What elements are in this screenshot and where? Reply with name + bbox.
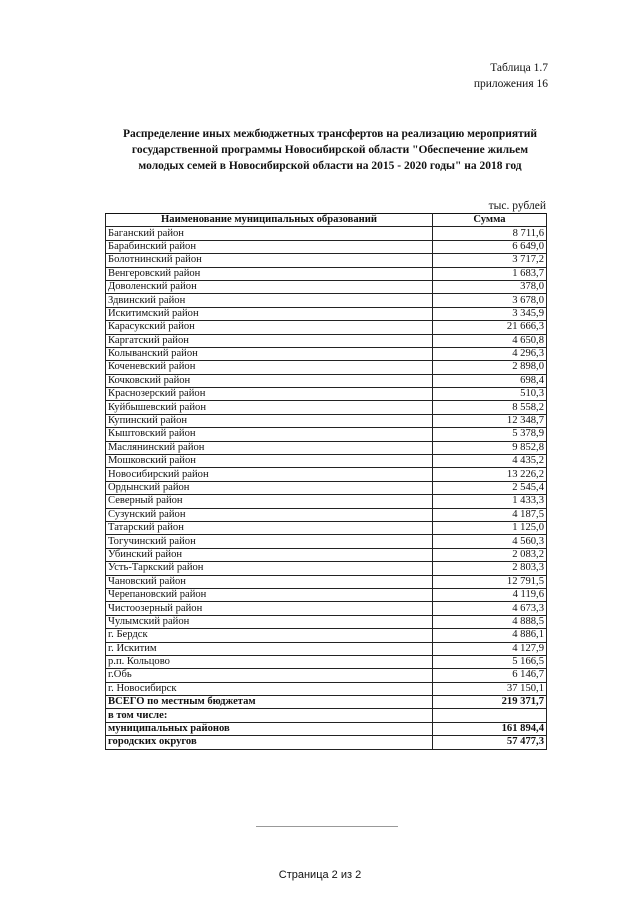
municipality-name: муниципальных районов xyxy=(106,722,433,735)
table-row xyxy=(106,455,547,468)
municipality-name: Мошковский район xyxy=(106,455,433,468)
table-row xyxy=(106,642,547,655)
amount-value: 4 435,2 xyxy=(433,455,547,468)
amount-value: 57 477,3 xyxy=(433,736,547,749)
amount-value: 219 371,7 xyxy=(433,696,547,709)
table-row xyxy=(106,535,547,548)
municipality-name: г.Обь xyxy=(106,669,433,682)
table-row xyxy=(106,481,547,494)
amount-value: 37 150,1 xyxy=(433,682,547,695)
municipality-name: Чулымский район xyxy=(106,615,433,628)
amount-value: 1 433,3 xyxy=(433,495,547,508)
amount-value: 13 226,2 xyxy=(433,468,547,481)
amount-value: 510,3 xyxy=(433,388,547,401)
transfers-table xyxy=(105,213,547,750)
page-number: Страница 2 из 2 xyxy=(278,869,362,881)
total-row xyxy=(106,722,547,735)
title-line-3: молодых семей в Новосибирской области на 2015 - 2020 годы" на 2018 год xyxy=(138,160,522,172)
table-row xyxy=(106,602,547,615)
municipality-name: Колыванский район xyxy=(106,347,433,360)
municipality-name: Черепановский район xyxy=(106,588,433,601)
amount-value: 2 898,0 xyxy=(433,361,547,374)
amount-value: 4 673,3 xyxy=(433,602,547,615)
table-row xyxy=(106,294,547,307)
table-row xyxy=(106,562,547,575)
table-row xyxy=(106,428,547,441)
municipality-name: ВСЕГО по местным бюджетам xyxy=(106,696,433,709)
amount-value: 4 187,5 xyxy=(433,508,547,521)
municipality-name: Маслянинский район xyxy=(106,441,433,454)
table-row xyxy=(106,374,547,387)
amount-value: 8 711,6 xyxy=(433,227,547,240)
table-row xyxy=(106,280,547,293)
table-row xyxy=(106,254,547,267)
municipality-name: Северный район xyxy=(106,495,433,508)
amount-value: 3 345,9 xyxy=(433,307,547,320)
amount-value: 4 650,8 xyxy=(433,334,547,347)
amount-value: 1 125,0 xyxy=(433,521,547,534)
table-row xyxy=(106,267,547,280)
table-row xyxy=(106,401,547,414)
table-body xyxy=(106,227,547,749)
amount-value: 4 560,3 xyxy=(433,535,547,548)
table-row xyxy=(106,682,547,695)
table-number: Таблица 1.7 xyxy=(490,62,548,74)
municipality-name: Краснозерский район xyxy=(106,388,433,401)
table-row xyxy=(106,361,547,374)
municipality-name: Новосибирский район xyxy=(106,468,433,481)
municipality-name: р.п. Кольцово xyxy=(106,655,433,668)
amount-value: 5 378,9 xyxy=(433,428,547,441)
document-title xyxy=(80,126,580,174)
amount-value: 9 852,8 xyxy=(433,441,547,454)
amount-value: 2 545,4 xyxy=(433,481,547,494)
amount-value: 4 888,5 xyxy=(433,615,547,628)
amount-value: 6 146,7 xyxy=(433,669,547,682)
table-row xyxy=(106,521,547,534)
municipality-name: городских округов xyxy=(106,736,433,749)
table-row xyxy=(106,321,547,334)
amount-value: 1 683,7 xyxy=(433,267,547,280)
title-line-2: государственной программы Новосибирской области "Обеспечение жильем xyxy=(131,144,529,156)
table-row xyxy=(106,669,547,682)
municipality-name: в том числе: xyxy=(106,709,433,722)
municipality-name: Купинский район xyxy=(106,414,433,427)
table-row xyxy=(106,441,547,454)
municipality-name: Татарский район xyxy=(106,521,433,534)
total-row xyxy=(106,696,547,709)
column-header-name: Наименование муниципальных образований xyxy=(106,214,433,227)
amount-value: 6 649,0 xyxy=(433,240,547,253)
table-row xyxy=(106,240,547,253)
table-header-row xyxy=(106,214,547,227)
footer-divider xyxy=(256,826,398,827)
municipality-name: Здвинский район xyxy=(106,294,433,307)
amount-value: 21 666,3 xyxy=(433,321,547,334)
municipality-name: г. Новосибирск xyxy=(106,682,433,695)
title-line-1: Распределение иных межбюджетных трансфертов на реализацию мероприятий xyxy=(122,128,538,140)
municipality-name: Куйбышевский район xyxy=(106,401,433,414)
municipality-name: г. Бердск xyxy=(106,629,433,642)
municipality-name: Кочковский район xyxy=(106,374,433,387)
table-row xyxy=(106,388,547,401)
amount-value: 8 558,2 xyxy=(433,401,547,414)
amount-value: 4 886,1 xyxy=(433,629,547,642)
table-row xyxy=(106,615,547,628)
amount-value: 2 083,2 xyxy=(433,548,547,561)
amount-value xyxy=(433,709,547,722)
municipality-name: Ордынский район xyxy=(106,481,433,494)
municipality-name: Кыштовский район xyxy=(106,428,433,441)
table-row xyxy=(106,548,547,561)
amount-value: 3 717,2 xyxy=(433,254,547,267)
municipality-name: Коченевский район xyxy=(106,361,433,374)
municipality-name: г. Искитим xyxy=(106,642,433,655)
amount-value: 5 166,5 xyxy=(433,655,547,668)
table-row xyxy=(106,307,547,320)
amount-value: 2 803,3 xyxy=(433,562,547,575)
table-row xyxy=(106,414,547,427)
amount-value: 4 296,3 xyxy=(433,347,547,360)
amount-value: 698,4 xyxy=(433,374,547,387)
table-row xyxy=(106,227,547,240)
table-row xyxy=(106,495,547,508)
municipality-name: Баганский район xyxy=(106,227,433,240)
municipality-name: Тогучинский район xyxy=(106,535,433,548)
table-row xyxy=(106,588,547,601)
municipality-name: Искитимский район xyxy=(106,307,433,320)
total-row xyxy=(106,709,547,722)
amount-value: 3 678,0 xyxy=(433,294,547,307)
table-row xyxy=(106,334,547,347)
municipality-name: Доволенский район xyxy=(106,280,433,293)
table-row xyxy=(106,508,547,521)
amount-value: 378,0 xyxy=(433,280,547,293)
municipality-name: Болотнинский район xyxy=(106,254,433,267)
municipality-name: Убинский район xyxy=(106,548,433,561)
table-row xyxy=(106,655,547,668)
municipality-name: Чановский район xyxy=(106,575,433,588)
column-header-sum: Сумма xyxy=(433,214,547,227)
municipality-name: Каргатский район xyxy=(106,334,433,347)
municipality-name: Карасукский район xyxy=(106,321,433,334)
appendix-number: приложения 16 xyxy=(473,78,548,90)
municipality-name: Барабинский район xyxy=(106,240,433,253)
amount-value: 4 119,6 xyxy=(433,588,547,601)
municipality-name: Сузунский район xyxy=(106,508,433,521)
amount-value: 4 127,9 xyxy=(433,642,547,655)
total-row xyxy=(106,736,547,749)
table-row xyxy=(106,629,547,642)
table-row xyxy=(106,468,547,481)
table-row xyxy=(106,347,547,360)
municipality-name: Усть-Таркский район xyxy=(106,562,433,575)
table-reference xyxy=(474,60,548,92)
municipality-name: Венгеровский район xyxy=(106,267,433,280)
amount-value: 12 348,7 xyxy=(433,414,547,427)
table-row xyxy=(106,575,547,588)
amount-value: 161 894,4 xyxy=(433,722,547,735)
units-label: тыс. рублей xyxy=(488,200,546,212)
municipality-name: Чистоозерный район xyxy=(106,602,433,615)
amount-value: 12 791,5 xyxy=(433,575,547,588)
